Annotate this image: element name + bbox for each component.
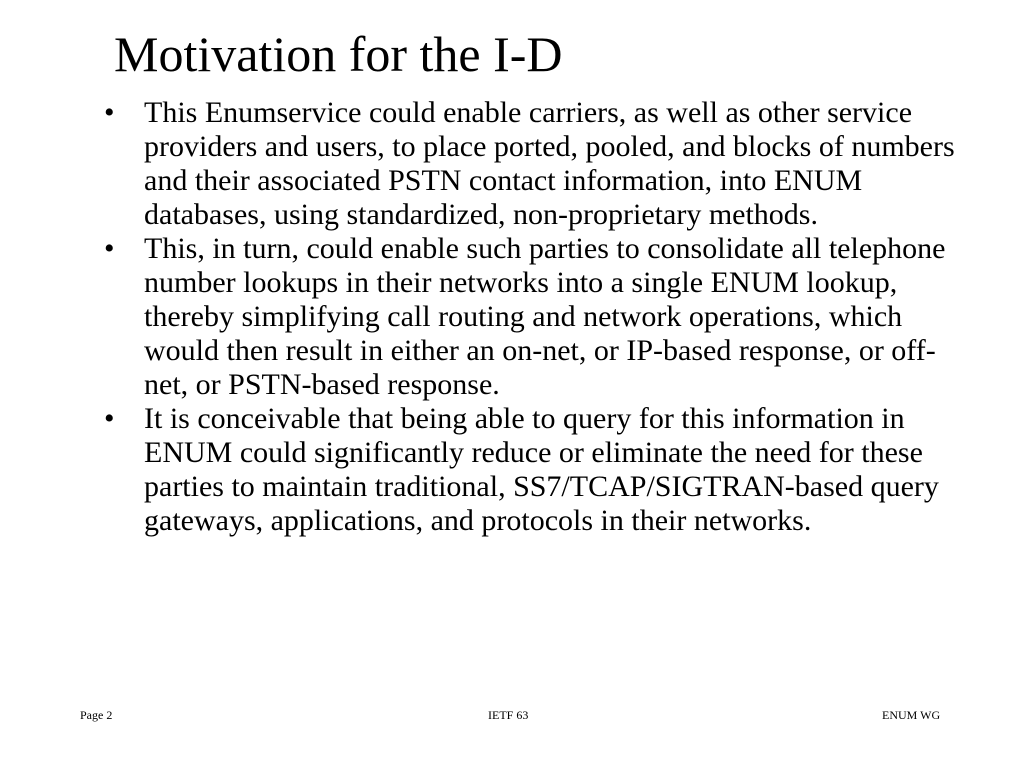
bullet-icon: • — [104, 402, 115, 435]
bullet-item — [104, 96, 974, 232]
bullet-text: This, in turn, could enable such parties to consolidate all telephone number lookups in their networks into a single ENUM lookup, thereby simplifying call routing and network operations, which would then result in either an on-net, or IP-based response, or off-net, or PSTN-based response. — [144, 232, 946, 401]
bullet-item — [104, 402, 974, 538]
footer-page-number: Page 2 — [80, 708, 113, 722]
bullet-list — [104, 96, 974, 538]
footer-group: ENUM WG — [882, 708, 941, 722]
footer-event: IETF 63 — [488, 708, 529, 722]
bullet-text: This Enumservice could enable carriers, as well as other service providers and users, to place ported, pooled, and blocks of numbers and their associated PSTN contact information, into ENUM databases, using standardized, non-proprietary methods. — [144, 96, 955, 231]
bullet-icon: • — [104, 232, 115, 265]
bullet-icon: • — [104, 96, 115, 129]
bullet-text: It is conceivable that being able to query for this information in ENUM could significantly reduce or eliminate the need for these parties to maintain traditional, SS7/TCAP/SIGTRAN-based query gateways, applications, and protocols in their networks. — [144, 402, 939, 537]
slide-title: Motivation for the I-D — [114, 26, 563, 82]
bullet-item — [104, 232, 974, 402]
